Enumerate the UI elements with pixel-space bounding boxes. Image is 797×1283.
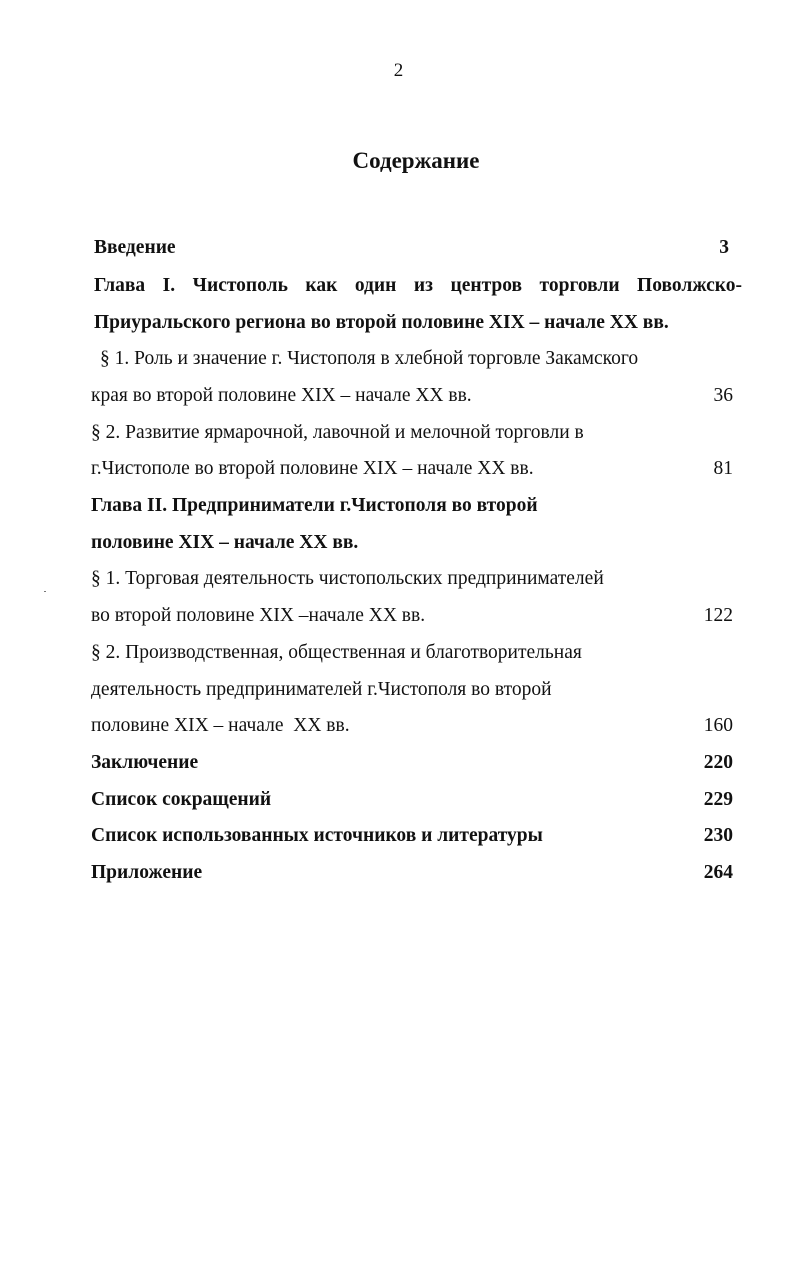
toc-entry-text: Глава I. Чистополь как один из центров торговли Поволжско- bbox=[94, 275, 742, 296]
toc-entry-bibliography bbox=[0, 821, 797, 851]
toc-entry-text: § 1. Роль и значение г. Чистополя в хлебной торговле Закамского bbox=[100, 348, 639, 369]
toc-entry-page: 229 bbox=[703, 789, 733, 810]
toc-entry-text: Список использованных источников и литературы bbox=[91, 825, 543, 846]
toc-entry-page: 160 bbox=[703, 715, 733, 736]
toc-title: Содержание bbox=[352, 148, 480, 173]
toc-entry-chapter-1-cont bbox=[0, 308, 797, 338]
toc-entry-chapter-1 bbox=[0, 271, 797, 301]
toc-entry-text: § 1. Торговая деятельность чистопольских предпринимателей bbox=[91, 568, 604, 589]
toc-entry-section-2-2 bbox=[0, 638, 797, 668]
toc-entry-page: 220 bbox=[703, 752, 733, 773]
toc-entry-page: 122 bbox=[703, 605, 733, 626]
toc-entry-text: половине XIX – начале XX вв. bbox=[91, 715, 350, 736]
toc-entry-text: § 2. Производственная, общественная и благотворительная bbox=[91, 642, 582, 663]
toc-entry-text: Введение bbox=[94, 237, 176, 258]
toc-entry-section-1-1 bbox=[0, 344, 797, 374]
toc-entry-page: 3 bbox=[719, 237, 729, 258]
toc-entry-text: Глава II. Предприниматели г.Чистополя во второй bbox=[91, 495, 538, 516]
toc-entry-section-2-1 bbox=[0, 564, 797, 594]
toc-entry-page: 81 bbox=[713, 458, 733, 479]
toc-entry-text: во второй половине XIX –начале XX вв. bbox=[91, 605, 426, 626]
toc-entry-text: г.Чистополе во второй половине XIX – начале XX вв. bbox=[91, 458, 534, 479]
toc-entry-text: деятельность предпринимателей г.Чистополя во второй bbox=[91, 679, 552, 700]
toc-entry-section-1-1-cont bbox=[0, 381, 797, 411]
toc-entry-section-2-2-cont bbox=[0, 675, 797, 705]
scan-speck bbox=[44, 591, 46, 592]
page-number: 2 bbox=[393, 60, 404, 81]
toc-entry-section-1-2 bbox=[0, 418, 797, 448]
toc-entry-text: § 2. Развитие ярмарочной, лавочной и мелочной торговли в bbox=[91, 422, 584, 443]
toc-entry-text: Приложение bbox=[91, 862, 203, 883]
toc-entry-text: Приуральского региона во второй половине XIX – начале XX вв. bbox=[94, 312, 669, 333]
toc-entry-section-1-2-cont bbox=[0, 454, 797, 484]
toc-entry-abbreviations bbox=[0, 785, 797, 815]
toc-entry-conclusion bbox=[0, 748, 797, 778]
toc-entry-page: 36 bbox=[713, 385, 733, 406]
toc-entry-text: края во второй половине XIX – начале XX вв. bbox=[91, 385, 472, 406]
toc-entry-page: 230 bbox=[703, 825, 733, 846]
toc-entry-section-2-1-cont bbox=[0, 601, 797, 631]
toc-entry-chapter-2 bbox=[0, 491, 797, 521]
toc-entry-appendix bbox=[0, 858, 797, 888]
toc-entry-introduction bbox=[0, 233, 797, 263]
toc-entry-section-2-2-cont-2 bbox=[0, 711, 797, 741]
toc-entry-chapter-2-cont bbox=[0, 528, 797, 558]
toc-entry-text: Заключение bbox=[91, 752, 199, 773]
toc-entry-page: 264 bbox=[703, 862, 733, 883]
toc-entry-text: половине XIX – начале XX вв. bbox=[91, 532, 359, 553]
toc-entry-text: Список сокращений bbox=[91, 789, 272, 810]
